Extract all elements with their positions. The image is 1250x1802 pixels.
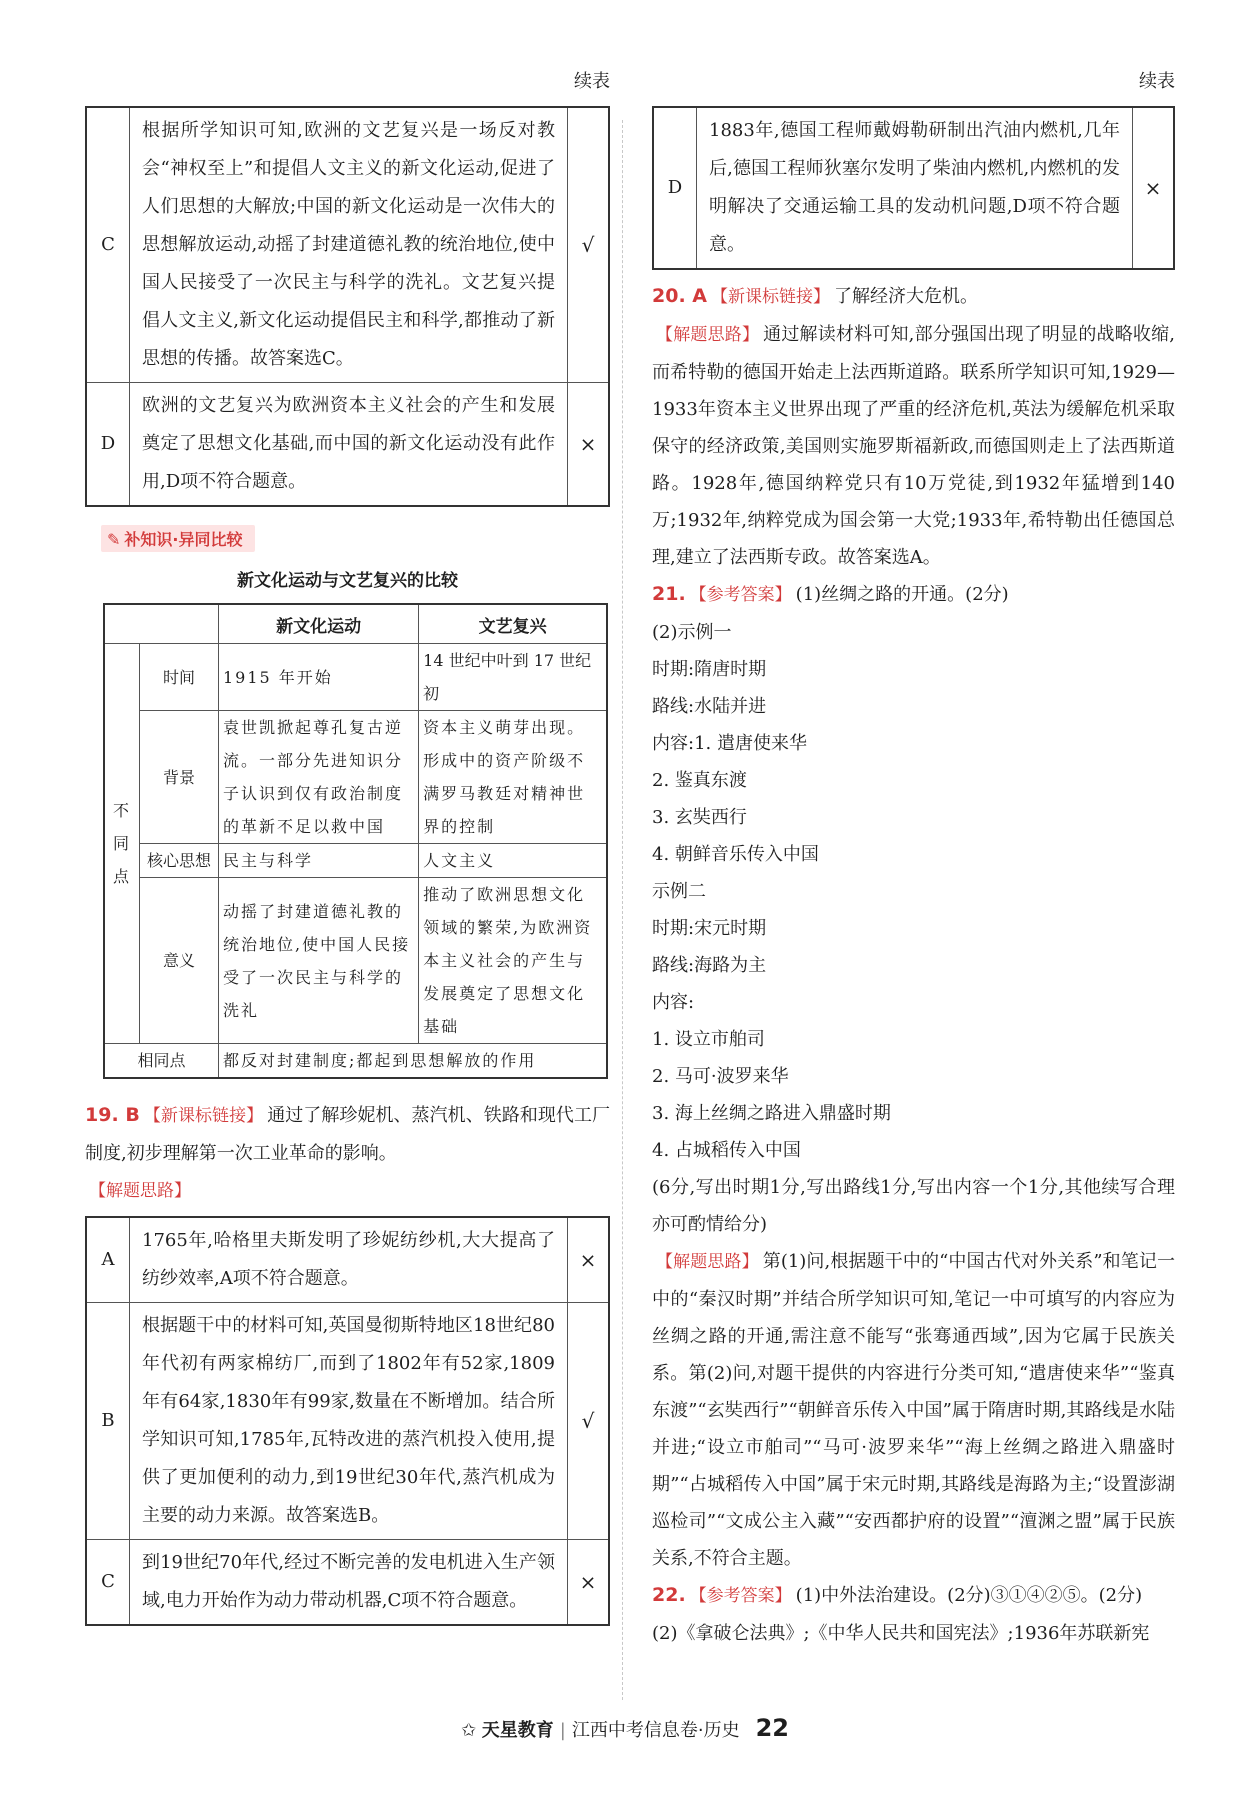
- section-tag: 【新课标链接】: [710, 287, 830, 307]
- cross-mark: ×: [568, 1217, 610, 1303]
- supplement-badge: [101, 525, 255, 552]
- answer-line: (2)《拿破仑法典》;《中华人民共和国宪法》;1936年苏联新宪: [652, 1623, 1150, 1644]
- answer-line: 2. 鉴真东渡: [652, 770, 747, 791]
- section-tag: 【参考答案】: [689, 1586, 792, 1606]
- brand-name: 天星教育: [481, 1720, 554, 1741]
- question-number: 19. B: [85, 1104, 140, 1126]
- row-header: 核心思想: [140, 844, 219, 878]
- right-column: [652, 72, 1175, 1652]
- table-row: [86, 1303, 609, 1540]
- compare-title: 新文化运动与文艺复兴的比较: [237, 571, 458, 591]
- table-cell: 动摇了封建道德礼教的统治地位,使中国人民接受了一次民主与科学的洗礼: [219, 878, 419, 1044]
- empty-header: [104, 604, 219, 644]
- answer-line: 3. 海上丝绸之路进入鼎盛时期: [652, 1103, 891, 1124]
- table-cell: 推动了欧洲思想文化领域的繁荣,为欧洲资本主义社会的产生与发展奠定了思想文化基础: [419, 878, 607, 1044]
- q19-option-table: [85, 1216, 610, 1626]
- analysis-20: [652, 316, 1175, 576]
- section-tag: 【新课标链接】: [143, 1106, 264, 1126]
- supplement-tag: 补知识·异同比较: [124, 530, 243, 549]
- answer-line: 时期:宋元时期: [652, 918, 767, 939]
- table-row: [86, 107, 609, 383]
- row-header: 意义: [140, 878, 219, 1044]
- separator: |: [559, 1720, 566, 1741]
- table-cell: 1915 年开始: [219, 644, 419, 711]
- cross-mark: ×: [1133, 107, 1175, 269]
- continued-label: 续表: [1139, 71, 1175, 92]
- table-cell: 都反对封建制度;都起到思想解放的作用: [219, 1044, 608, 1079]
- group-label: 不同点: [104, 644, 140, 1044]
- answer-text: (1)丝绸之路的开通。(2分): [795, 584, 1009, 605]
- cross-mark: ×: [568, 1540, 610, 1626]
- answer-line: 示例二: [652, 881, 706, 902]
- table-row: [104, 644, 607, 711]
- answer-line: (2)示例一: [652, 622, 732, 643]
- option-text: 根据所学知识可知,欧洲的文艺复兴是一场反对教会“神权至上”和提倡人文主义的新文化运动,促进了人们思想的大解放;中国的新文化运动是一次伟大的思想解放运动,动摇了封建道德礼教的统治地位,使中国人民接受了一次民主与科学的洗礼。文艺复兴提倡人文主义,新文化运动提倡民主和科学,都推动了新思想的传播。故答案选C。: [130, 107, 568, 383]
- option-label: C: [86, 1540, 130, 1626]
- answer-line: 时期:隋唐时期: [652, 659, 767, 680]
- analysis-text: 通过解读材料可知,部分强国出现了明显的战略收缩,而希特勒的德国开始走上法西斯道路。联系所学知识可知,1929—1933年资本主义世界出现了严重的经济危机,英法为缓解危机采取保守的经济政策,美国则实施罗斯福新政,而德国则走上了法西斯道路。1928年,德国纳粹党只有10万党徒,到1932年猛增到140万;1932年,纳粹党成为国会第一大党;1933年,希特勒出任德国总理,建立了法西斯专政。故答案选A。: [652, 324, 1175, 568]
- question-text: 通过了解珍妮机、蒸汽机、铁路和现代工厂制度,初步理解第一次工业革命的影响。: [85, 1105, 611, 1164]
- answer-line: 内容:1. 遣唐使来华: [652, 733, 807, 754]
- table-row: [104, 711, 607, 844]
- row-header: 时间: [140, 644, 219, 711]
- question-19: [85, 1097, 610, 1172]
- table-cell: 民主与科学: [219, 844, 419, 878]
- option-text: 1765年,哈格里夫斯发明了珍妮纺纱机,大大提高了纺纱效率,A项不符合题意。: [130, 1217, 568, 1303]
- booklet-title: 江西中考信息卷·历史: [571, 1720, 740, 1741]
- answer-line: 2. 马可·波罗来华: [652, 1066, 789, 1087]
- option-label: C: [86, 107, 130, 383]
- answer-line: 路线:海路为主: [652, 955, 767, 976]
- cross-mark: ×: [568, 383, 610, 507]
- column-header: 文艺复兴: [419, 604, 607, 644]
- option-label: D: [653, 107, 697, 269]
- analysis-21: [652, 1243, 1175, 1577]
- question-21: [652, 576, 1175, 614]
- compare-table: [103, 603, 608, 1079]
- page-number: 22: [755, 1714, 790, 1742]
- section-tag: 【解题思路】: [656, 1252, 759, 1272]
- question-text: 了解经济大危机。: [833, 286, 978, 307]
- option-text: 欧洲的文艺复兴为欧洲资本主义社会的产生和发展奠定了思想文化基础,而中国的新文化运动没有此作用,D项不符合题意。: [130, 383, 568, 507]
- table-row: [86, 1540, 609, 1626]
- option-text: 根据题干中的材料可知,英国曼彻斯特地区18世纪80年代初有两家棉纺厂,而到了1802年有52家,1809年有64家,1830年有99家,数量在不断增加。结合所学知识可知,1785年,瓦特改进的蒸汽机投入使用,提供了更加便利的动力,到19世纪30年代,蒸汽机成为主要的动力来源。故答案选B。: [130, 1303, 568, 1540]
- table-row: [104, 1044, 607, 1079]
- answer-line: 3. 玄奘西行: [652, 807, 747, 828]
- table-cell: 资本主义萌芽出现。形成中的资产阶级不满罗马教廷对精神世界的控制: [419, 711, 607, 844]
- continued-label: 续表: [574, 71, 610, 92]
- option-text: 1883年,德国工程师戴姆勒研制出汽油内燃机,几年后,德国工程师狄塞尔发明了柴油内燃机,内燃机的发明解决了交通运输工具的发动机问题,D项不符合题意。: [697, 107, 1133, 269]
- score-note: (6分,写出时期1分,写出路线1分,写出内容一个1分,其他续写合理亦可酌情给分): [652, 1177, 1175, 1235]
- table-row: [104, 878, 607, 1044]
- column-header: 新文化运动: [219, 604, 419, 644]
- answer-line: 路线:水陆并进: [652, 696, 767, 717]
- table-cell: 袁世凯掀起尊孔复古逆流。一部分先进知识分子认识到仅有政治制度的革新不足以救中国: [219, 711, 419, 844]
- q18-option-table: [85, 106, 610, 507]
- table-row: [653, 107, 1174, 269]
- row-header: 背景: [140, 711, 219, 844]
- question-number: 20. A: [652, 285, 707, 307]
- row-header: 相同点: [104, 1044, 219, 1079]
- table-header-row: [104, 604, 607, 644]
- question-number: 21.: [652, 583, 686, 605]
- star-logo-icon: ✩: [460, 1720, 477, 1741]
- section-tag: 【解题思路】: [89, 1181, 191, 1201]
- answer-line: 4. 朝鲜音乐传入中国: [652, 844, 819, 865]
- table-cell: 人文主义: [419, 844, 607, 878]
- column-divider: [622, 120, 623, 1700]
- page-footer: [0, 1714, 1250, 1742]
- table-row: [86, 383, 609, 507]
- q19-option-table-continued: [652, 106, 1175, 270]
- table-row: [104, 844, 607, 878]
- check-mark: √: [568, 107, 610, 383]
- answer-line: 4. 占城稻传入中国: [652, 1140, 801, 1161]
- analysis-text: 第(1)问,根据题干中的“中国古代对外关系”和笔记一中的“秦汉时期”并结合所学知识可知,笔记一中可填写的内容应为丝绸之路的开通,需注意不能写“张骞通西域”,因为它属于民族关系。第(2)问,对题干提供的内容进行分类可知,“遣唐使来华”“鉴真东渡”“玄奘西行”“朝鲜音乐传入中国”属于隋唐时期,其路线是水陆并进;“设立市舶司”“马可·波罗来华”“海上丝绸之路进入鼎盛时期”“占城稻传入中国”属于宋元时期,其路线是海路为主;“设置澎湖巡检司”“文成公主入藏”“安西都护府的设置”“澶渊之盟”属于民族关系,不符合主题。: [652, 1251, 1176, 1569]
- left-column: [85, 72, 610, 1626]
- table-cell: 14 世纪中叶到 17 世纪初: [419, 644, 607, 711]
- check-mark: √: [568, 1303, 610, 1540]
- option-label: A: [86, 1217, 130, 1303]
- question-20: [652, 278, 1175, 316]
- table-row: [86, 1217, 609, 1303]
- pencil-icon: ✎: [107, 530, 121, 549]
- answer-text: (1)中外法治建设。(2分)③①④②⑤。(2分): [795, 1585, 1143, 1606]
- section-tag: 【解题思路】: [656, 325, 760, 345]
- option-label: B: [86, 1303, 130, 1540]
- question-22: [652, 1577, 1175, 1615]
- question-number: 22.: [652, 1584, 686, 1606]
- option-label: D: [86, 383, 130, 507]
- answer-line: 内容:: [652, 992, 695, 1013]
- analysis-heading: [85, 1172, 610, 1210]
- section-tag: 【参考答案】: [689, 585, 792, 605]
- answer-line: 1. 设立市舶司: [652, 1029, 765, 1050]
- option-text: 到19世纪70年代,经过不断完善的发电机进入生产领域,电力开始作为动力带动机器,C项不符合题意。: [130, 1540, 568, 1626]
